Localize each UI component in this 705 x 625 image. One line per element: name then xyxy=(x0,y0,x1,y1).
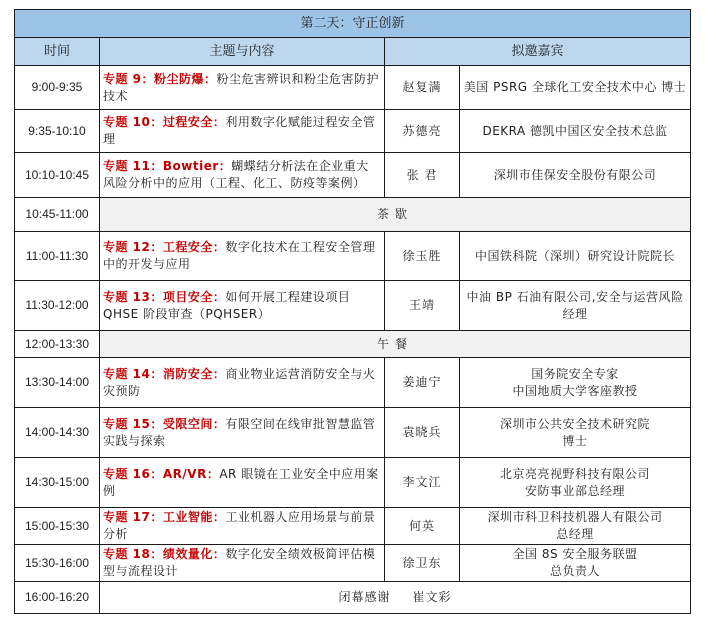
speaker-org xyxy=(460,358,691,408)
speaker-org xyxy=(460,66,691,110)
speaker-org xyxy=(460,458,691,508)
closing-cell xyxy=(100,582,691,614)
session-row xyxy=(15,358,691,408)
speaker-name: 苏德亮 xyxy=(385,110,460,153)
topic-text: 商业物业运营消防安全与火灾预防 xyxy=(103,366,376,398)
break-label: 茶歇 xyxy=(100,198,691,232)
break-row xyxy=(15,198,691,232)
speaker-name: 袁晓兵 xyxy=(385,408,460,458)
closing-speaker: 崔文彩 xyxy=(412,590,452,604)
topic-key: 专题 14：消防安全： xyxy=(103,366,226,381)
session-topic xyxy=(100,66,385,110)
header-guest: 拟邀嘉宾 xyxy=(385,38,691,66)
column-header-row xyxy=(15,38,691,66)
speaker-name: 何英 xyxy=(385,508,460,545)
session-time: 10:10-10:45 xyxy=(15,153,100,198)
org-line: 总经理 xyxy=(556,527,594,541)
speaker-org xyxy=(460,281,691,331)
topic-text: 蝴蝶结分析法在企业重大风险分析中的应用（工程、化工、防疫等案例） xyxy=(103,159,369,190)
session-time: 9:35-10:10 xyxy=(15,110,100,153)
session-topic xyxy=(100,232,385,281)
topic-text: 数字化安全绩效极简评估模型与流程设计 xyxy=(103,547,376,578)
session-time: 14:00-14:30 xyxy=(15,408,100,458)
topic-text: 粉尘危害辨识和粉尘危害防护技术 xyxy=(103,71,380,103)
session-topic xyxy=(100,408,385,458)
topic-key: 专题 13：项目安全： xyxy=(103,289,226,304)
session-time: 13:30-14:00 xyxy=(15,358,100,408)
header-topic: 主题与内容 xyxy=(100,38,385,66)
org-line: 安防事业部总经理 xyxy=(525,483,626,498)
session-row xyxy=(15,458,691,508)
session-topic xyxy=(100,358,385,408)
topic-text: 如何开展工程建设项目 QHSE 阶段审查（PQHSER） xyxy=(103,289,351,321)
speaker-name: 李文江 xyxy=(385,458,460,508)
speaker-name: 姜迪宁 xyxy=(385,358,460,408)
session-topic xyxy=(100,545,385,582)
org-line: 深圳市佳保安全股份有限公司 xyxy=(493,167,657,182)
session-time: 11:30-12:00 xyxy=(15,281,100,331)
org-line: 总负责人 xyxy=(550,564,601,578)
topic-key: 专题 12：工程安全： xyxy=(103,240,226,254)
topic-text: AR 眼镜在工业安全中应用案例 xyxy=(103,466,379,498)
org-line: 中油 BP 石油有限公司,安全与运营风险经理 xyxy=(466,289,684,321)
session-row xyxy=(15,508,691,545)
session-row xyxy=(15,66,691,110)
org-line: DEKRA 德凯中国区安全技术总监 xyxy=(482,123,668,138)
speaker-org xyxy=(460,545,691,582)
org-line: 国务院安全专家 xyxy=(531,366,619,381)
session-topic xyxy=(100,458,385,508)
speaker-org xyxy=(460,110,691,153)
org-line: 博士 xyxy=(562,433,588,448)
topic-text: 数字化技术在工程安全管理中的开发与应用 xyxy=(103,240,376,271)
session-time: 14:30-15:00 xyxy=(15,458,100,508)
org-line: 全国 8S 安全服务联盟 xyxy=(512,547,638,561)
topic-key: 专题 15：受限空间： xyxy=(103,416,226,431)
topic-key: 专题 16：AR/VR： xyxy=(103,466,220,481)
org-line: 美国 PSRG 全球化工安全技术中心 博士 xyxy=(463,80,687,94)
session-row xyxy=(15,110,691,153)
closing-time: 16:00-16:20 xyxy=(15,582,100,614)
session-topic xyxy=(100,508,385,545)
topic-key: 专题 17：工业智能： xyxy=(103,510,226,524)
topic-key: 专题 11：Bowtier： xyxy=(103,159,232,173)
day-title: 第二天：守正创新 xyxy=(15,10,691,38)
speaker-org xyxy=(460,232,691,281)
org-line: 中国铁科院（深圳）研究设计院院长 xyxy=(475,248,676,263)
break-time: 10:45-11:00 xyxy=(15,198,100,232)
topic-text: 利用数字化赋能过程安全管理 xyxy=(103,115,376,146)
speaker-name: 徐卫东 xyxy=(385,545,460,582)
speaker-name: 王靖 xyxy=(385,281,460,331)
speaker-org xyxy=(460,153,691,198)
org-line: 中国地质大学客座教授 xyxy=(512,383,638,398)
session-time: 9:00-9:35 xyxy=(15,66,100,110)
agenda-container xyxy=(14,9,690,614)
break-label: 午餐 xyxy=(100,331,691,358)
session-row xyxy=(15,408,691,458)
session-topic xyxy=(100,110,385,153)
org-line: 深圳市公共安全技术研究院 xyxy=(500,416,651,431)
session-row xyxy=(15,232,691,281)
break-time: 12:00-13:30 xyxy=(15,331,100,358)
session-time: 15:30-16:00 xyxy=(15,545,100,582)
org-line: 深圳市科卫科技机器人有限公司 xyxy=(487,510,663,524)
speaker-name: 徐玉胜 xyxy=(385,232,460,281)
closing-label: 闭幕感谢 xyxy=(338,590,391,604)
org-line: 北京亮亮视野科技有限公司 xyxy=(500,466,651,481)
session-row xyxy=(15,545,691,582)
session-time: 11:00-11:30 xyxy=(15,232,100,281)
speaker-name: 张 君 xyxy=(385,153,460,198)
topic-key: 专题 18：绩效量化： xyxy=(103,547,226,561)
topic-key: 专题 10：过程安全： xyxy=(103,115,226,129)
speaker-name: 赵复满 xyxy=(385,66,460,110)
topic-text: 工业机器人应用场景与前景分析 xyxy=(103,510,376,541)
day-title-row xyxy=(15,10,691,38)
agenda-table xyxy=(14,9,691,614)
topic-text: 有限空间在线审批智慧监管实践与探索 xyxy=(103,416,376,448)
session-row xyxy=(15,153,691,198)
speaker-org xyxy=(460,408,691,458)
speaker-org xyxy=(460,508,691,545)
break-row xyxy=(15,331,691,358)
closing-row xyxy=(15,582,691,614)
header-time: 时间 xyxy=(15,38,100,66)
session-topic xyxy=(100,153,385,198)
session-time: 15:00-15:30 xyxy=(15,508,100,545)
topic-key: 专题 9：粉尘防爆： xyxy=(103,71,217,86)
session-topic xyxy=(100,281,385,331)
session-row xyxy=(15,281,691,331)
